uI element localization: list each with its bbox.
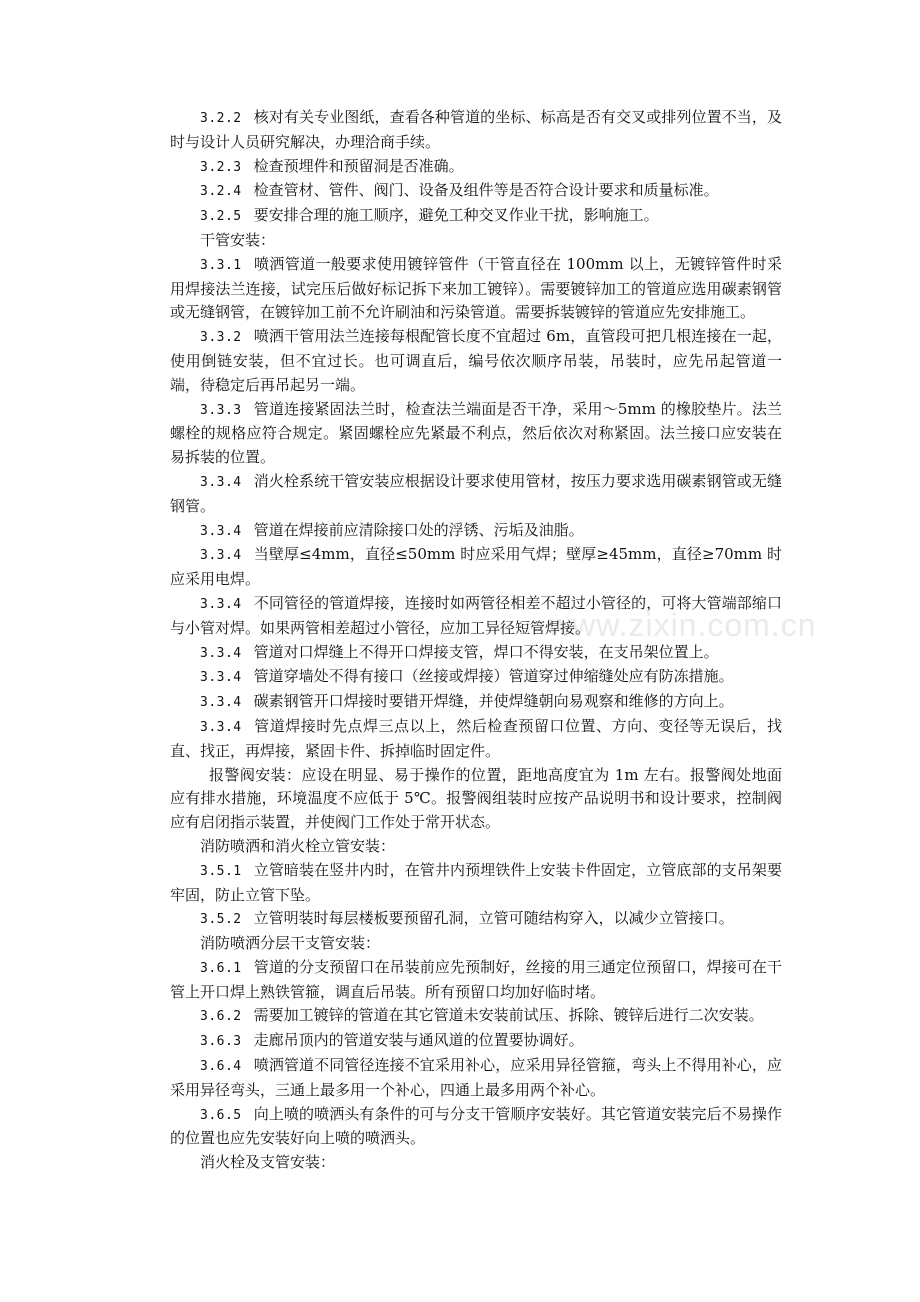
paragraph-text: 管道焊接时先点焊三点以上，然后检查预留口位置、方向、变径等无误后，找直、找正，再焊接，紧固卡件、拆掉临时固定件。 [170,716,782,760]
paragraph-text: 消火栓系统干管安装应根据设计要求使用管材，按压力要求选用碳素钢管或无缝钢管。 [170,471,782,515]
paragraph-text: 走廊吊顶内的管道安装与通风道的位置要协调好。 [253,1031,584,1050]
clause-paragraph [170,956,782,1005]
paragraph-text: 干管安装： [200,230,276,249]
paragraph-text: 立管明装时每层楼板要预留孔洞，立管可随结构穿入，以减少立管接口。 [253,909,734,928]
paragraph-text: 检查管材、管件、阀门、设备及组件等是否符合设计要求和质量标准。 [253,181,719,200]
section-heading [170,932,782,956]
paragraph-text: 管道连接紧固法兰时，检查法兰端面是否干净，采用～5mm 的橡胶垫片。法兰螺栓的规格应符合规定。紧固螺栓应先紧最不利点，然后依次对称紧固。法兰接口应安装在易拆装的位置。 [170,399,782,467]
clause-number: 3.6.4 [200,1059,242,1075]
clause-number: 3.3.2 [200,330,242,346]
paragraph-text: 当壁厚≤4mm，直径≤50mm 时应采用气焊；壁厚≥45mm，直径≥70mm 时应采用电焊。 [170,545,782,589]
clause-paragraph [170,519,782,544]
clause-paragraph [170,665,782,690]
paragraph-text: 喷洒管道不同管径连接不宜采用补心，应采用异径管箍，弯头上不得用补心，应采用异径弯头，三通上最多用一个补心，四通上最多用两个补心。 [170,1056,782,1099]
clause-number: 3.2.2 [200,111,242,126]
clause-paragraph [170,1103,782,1152]
clause-paragraph [170,106,782,155]
clause-paragraph [170,253,782,325]
clause-number: 3.6.3 [200,1034,242,1050]
clause-number: 3.2.3 [200,159,242,175]
clause-number: 3.6.5 [200,1107,242,1123]
clause-number: 3.3.4 [200,474,242,490]
paragraph-text: 喷洒干管用法兰连接每根配管长度不宜超过 6m，直管段可把几根连接在一起，使用倒链安装，但不宜过长。也可调直后，编号依次顺序吊装，吊装时，应先吊起管道一端，待稳定后再吊起另一端。 [170,327,782,394]
paragraph-text: 需要加工镀锌的管道在其它管道未安装前试压、拆除、镀锌后进行二次安装。 [253,1006,764,1025]
clause-paragraph [170,470,782,519]
clause-number: 3.3.4 [200,523,242,539]
paragraph-text: 管道的分支预留口在吊装前应先预制好，丝接的用三通定位预留口，焊接可在干管上开口焊上熟铁管箍，调直后吊装。所有预留口均加好临时堵。 [170,957,782,1001]
clause-number: 3.3.4 [200,596,242,612]
clause-number: 3.3.1 [200,257,242,273]
clause-number: 3.3.4 [200,548,242,564]
clause-number: 3.3.4 [200,719,242,735]
watermark-text: www.zixin.com.cn [548,607,817,643]
clause-paragraph [170,690,782,715]
clause-paragraph [170,907,782,932]
clause-paragraph [170,859,782,908]
document-body [170,106,782,1175]
section-heading [170,1151,782,1175]
paragraph-text: 立管暗装在竖井内时，在管井内预埋铁件上安装卡件固定，立管底部的支吊架要牢固，防止立管下坠。 [170,860,782,904]
clause-number: 3.3.4 [200,695,242,711]
paragraph-text: 要安排合理的施工顺序，避免工种交叉作业干扰，影响施工。 [253,206,659,225]
section-heading [170,835,782,859]
paragraph-text: 消防喷洒和消火栓立管安装： [200,836,396,855]
clause-paragraph [170,1004,782,1029]
paragraph-text: 消防喷洒分层干支管安装： [200,934,381,953]
clause-number: 3.5.2 [200,912,242,928]
clause-paragraph [170,592,782,641]
paragraph-text: 碳素钢管开口焊接时要错开焊缝，并使焊缝朝向易观察和维修的方向上。 [253,692,734,711]
paragraph-text: 管道在焊接前应清除接口处的浮锈、污垢及油脂。 [253,520,584,539]
clause-paragraph [170,325,782,397]
clause-number: 3.6.2 [200,1009,242,1025]
clause-number: 3.2.5 [200,209,242,225]
clause-paragraph [170,1029,782,1054]
clause-paragraph [170,641,782,666]
section-heading [170,764,782,835]
paragraph-text: 管道穿墙处不得有接口（丝接或焊接）管道穿过伸缩缝处应有防冻措施。 [253,667,734,686]
paragraph-text: 向上喷的喷洒头有条件的可与分支干管顺序安装好。其它管道安装完后不易操作的位置也应先安装好向上喷的喷洒头。 [170,1104,782,1148]
paragraph-text: 喷洒管道一般要求使用镀锌管件（干管直径在 100mm 以上，无镀锌管件时采用焊接法兰连接，试完压后做好标记拆下来加工镀锌）。需要镀锌加工的管道应选用碳素钢管或无缝钢管，在镀锌加工前不允许刷油和污染管道。需要拆装镀锌的管道应先安排施工。 [170,254,782,322]
paragraph-text: 不同管径的管道焊接，连接时如两管径相差不超过小管径的，可将大管端部缩口与小管对焊。如果两管相差超过小管径，应加工异径短管焊接。 [170,593,782,637]
clause-number: 3.2.4 [200,184,242,200]
clause-paragraph [170,1054,782,1103]
paragraph-text: 管道对口焊缝上不得开口焊接支管，焊口不得安装，在支吊架位置上。 [253,642,719,661]
paragraph-text: 检查预埋件和预留洞是否准确。 [253,156,464,175]
clause-paragraph [170,204,782,229]
clause-number: 3.6.1 [200,960,242,976]
clause-paragraph [170,155,782,180]
paragraph-text: 报警阀安装：应设在明显、易于操作的位置，距地高度宜为 1m 左右。报警阀处地面应有排水措施，环境温度不应低于 5℃。报警阀组装时应按产品说明书和设计要求，控制阀应有启闭指示装置，并使阀门工作处于常开状态。 [170,765,782,832]
clause-paragraph [170,543,782,592]
paragraph-text: 消火栓及支管安装： [200,1153,336,1172]
section-heading [170,229,782,253]
clause-number: 3.5.1 [200,863,242,879]
clause-paragraph [170,179,782,204]
paragraph-text: 核对有关专业图纸，查看各种管道的坐标、标高是否有交叉或排列位置不当，及时与设计人员研究解决，办理洽商手续。 [170,108,782,151]
clause-number: 3.3.4 [200,645,242,661]
clause-number: 3.3.4 [200,670,242,686]
clause-paragraph [170,398,782,470]
clause-number: 3.3.3 [200,402,242,418]
clause-paragraph [170,715,782,764]
